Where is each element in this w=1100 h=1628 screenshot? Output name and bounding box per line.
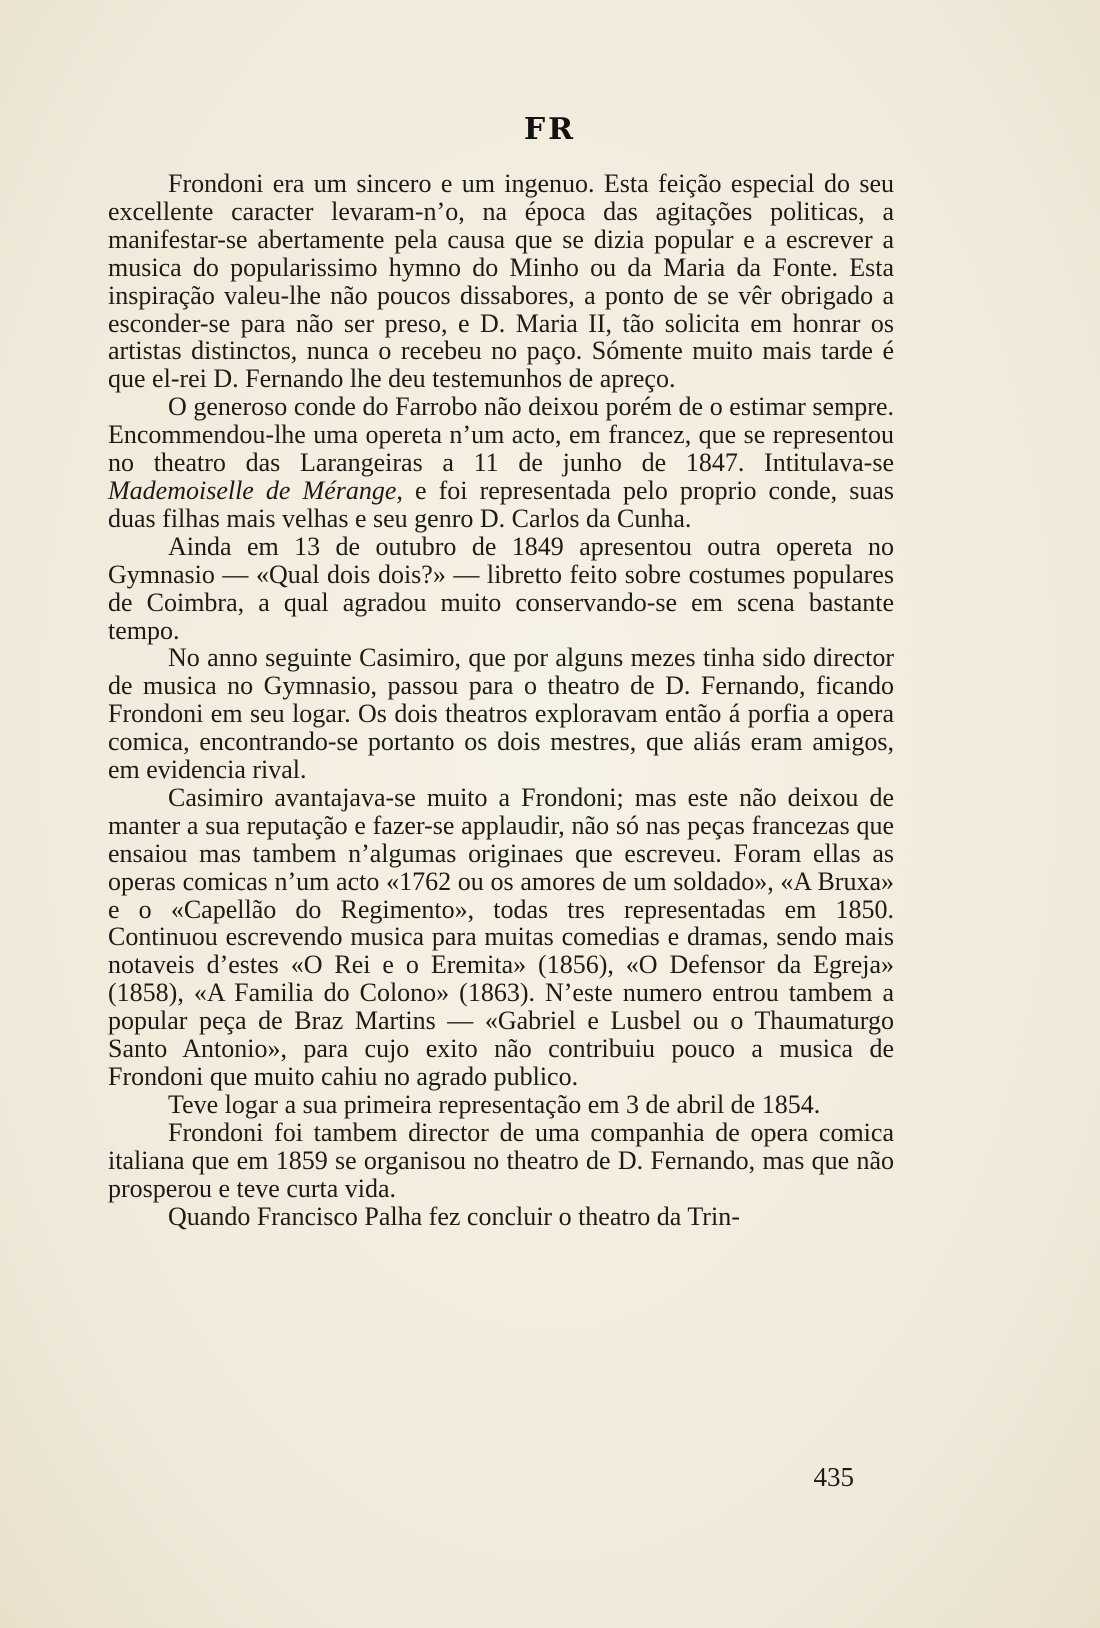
operetta-title: Mademoiselle de Mérange bbox=[108, 475, 397, 505]
running-head: FR bbox=[523, 112, 577, 147]
paragraph-3: Ainda em 13 de outubro de 1849 apresentou outra opereta no Gymnasio — «Qual dois dois?» — libretto feito sobre costumes populares de Coimbra, a qual agradou muito conservando-se em scena bastante tempo. bbox=[108, 531, 894, 645]
paragraph-5: Casimiro avantajava-se muito a Frondoni; mas este não deixou de manter a sua reputação e fazer-se applaudir, não só nas peças francezas que ensaiou mas tambem n’algumas originaes que escreveu. Foram ellas as operas comicas n’um acto «1762 ou os amores de um soldado», «A Bruxa» e o «Capellão do Regimento», todas tres representadas em 1850. Continuou escrevendo musica para muitas comedias e dramas, sendo mais notaveis d’estes «O Rei e o Eremita» (1856), «O Defensor da Egreja» (1858), «A Familia do Colono» (1863). N’este numero entrou tambem a popular peça de Braz Martins — «Gabriel e Lusbel ou o Thaumaturgo Santo Antonio», para cujo exito não contribuiu pouco a musica de Frondoni que muito cahiu no agrado publico. bbox=[108, 782, 894, 1091]
paragraph-4: No anno seguinte Casimiro, que por alguns mezes tinha sido director de musica no Gymnasio, passou para o theatro de D. Fernando, ficando Frondoni em seu logar. Os dois theatros exploravam então á porfia a opera comica, encontrando-se portanto os dois mestres, que aliás eram amigos, em evidencia rival. bbox=[108, 643, 894, 785]
paragraph-7: Frondoni foi tambem director de uma companhia de opera comica italiana que em 1859 se organisou no theatro de D. Fernando, mas que não prosperou e teve curta vida. bbox=[108, 1117, 894, 1203]
paragraph-2 bbox=[108, 393, 894, 533]
paragraph-2-text-b: , e foi representada pelo proprio conde, suas duas filhas mais velhas e seu genro D. Carlos da Cunha. bbox=[108, 475, 894, 533]
paragraph-1: Frondoni era um sincero e um ingenuo. Esta feição especial do seu excellente caracter levaram-n’o, na época das agitações politicas, a manifestar-se abertamente pela causa que se dizia popular e a escrever a musica do popularissimo hymno do Minho ou da Maria da Fonte. Esta inspiração valeu-lhe não poucos dissabores, a ponto de se vêr obrigado a esconder-se para não ser preso, e D. Maria II, tão solicita em honrar os artistas distinctos, nunca o recebeu no paço. Sómente muito mais tarde é que el-rei D. Fernando lhe deu testemunhos de apreço. bbox=[108, 169, 894, 394]
paragraph-6: Teve logar a sua primeira representação em 3 de abril de 1854. bbox=[168, 1089, 821, 1119]
body-text bbox=[108, 170, 894, 1230]
paragraph-8: Quando Francisco Palha fez concluir o theatro da Trin- bbox=[168, 1201, 740, 1231]
page-number: 435 bbox=[813, 1462, 854, 1492]
paragraph-2-text-a: O generoso conde do Farrobo não deixou porém de o estimar sempre. Encommendou-lhe uma opereta n’um acto, em francez, que se representou no theatro das Larangeiras a 11 de junho de 1847. Intitulava-se bbox=[108, 392, 894, 478]
